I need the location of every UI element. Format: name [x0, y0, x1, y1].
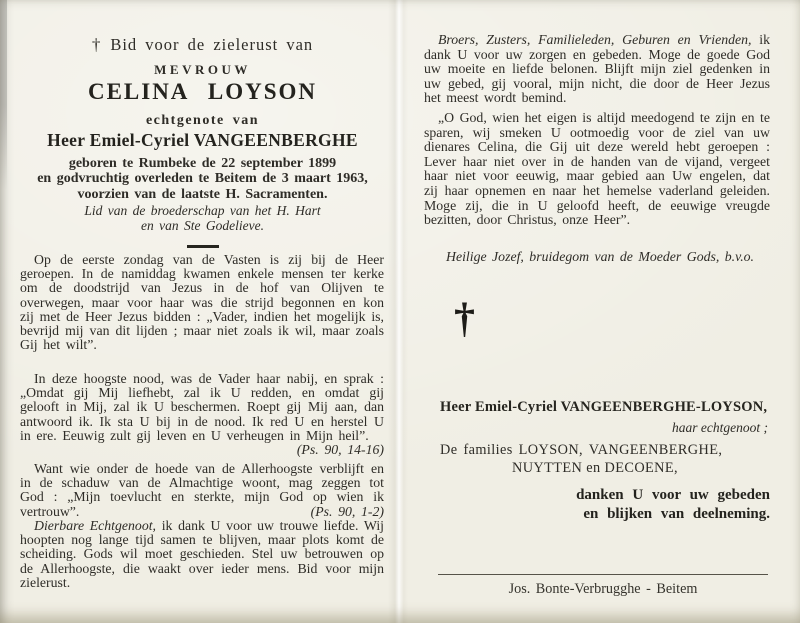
scan-edge-artifact: [0, 0, 7, 190]
thanks-line-1: danken U voor uw gebeden: [576, 487, 770, 503]
memorial-cross-icon: †: [454, 296, 475, 342]
right-page: [398, 0, 800, 623]
paragraph-nood-text: In deze hoogste nood, was de Vader haar nabij, en sprak : „Omdat gij Mij liefhebt, zal ik U redden, en omdat gij gelooft in Mij, zal ik U beschermen. Roept gij Mij aan, dan antwoord ik. Ik sta U bij in de nood. Ik red U en herstel U in ere. Eeuwig zult gij leven en U verheugen in Mijn heil”.: [20, 371, 384, 443]
relation-line: echtgenote van: [145, 113, 260, 128]
death-line: en godvruchtig overleden te Beitem de 3 maart 1963,: [37, 171, 368, 186]
paragraph-thanks-text: ik dank U voor uw zorgen en gebeden. Moge de goede God uw moeite en liefde belonen. Blijft mijn ziel gedenken in uw gebed, gij vooral, mijn nicht, die door de Heer Jezus het meest wordt bemind.: [424, 32, 770, 106]
thanks-line-2: en blijken van deelneming.: [583, 506, 770, 522]
birth-line: geboren te Rumbeke de 22 september 1899: [68, 156, 337, 171]
invocation-text: Bid voor de zielerust van: [110, 35, 314, 54]
paragraph-nood: [20, 372, 384, 457]
membership-line-1: Lid van de broederschap van het H. Hart: [84, 203, 321, 218]
psalm-reference: (Ps. 90, 14-16): [296, 442, 384, 458]
header-divider: [187, 245, 219, 248]
paragraph-vasten: Op de eerste zondag van de Vasten is zij bij de Heer geroepen. In de namiddag kwamen enkele mensen ter kerke om de doodstrijd van Jezus in de hof van Olijven te overwegen, maar voor haar was die strijd begonnen en kon zij met de Heer Jezus bidden : „Vader, indien het mogelijk is, bevrijd mij van dit lijden ; maar niet zoals ik wil, maar zoals Gij het wilt”.: [20, 252, 384, 353]
membership-line-2: en van Ste Godelieve.: [141, 218, 264, 233]
honorific: MEVROUW: [154, 62, 251, 77]
psalm-reference: (Ps. 90, 1-2): [310, 503, 384, 519]
left-page: [10, 0, 395, 623]
paragraph-allerhoogste: [20, 462, 384, 519]
paragraph-echtgenoot: [20, 519, 384, 590]
paragraph-allerhoogste-text: Want wie onder de hoede van de Allerhoogste verblijft en in de schaduw van de Almachtige woont, mag zeggen tot God : „Mijn toevlucht en sterkte, mijn God op wien ik vertrouw”.: [20, 461, 384, 519]
acknowledgment-spouse-line: Heer Emiel-Cyriel VANGEENBERGHE-LOYSON,: [440, 399, 768, 415]
paragraph-thanks-lead: Broers, Zusters, Familieleden, Geburen en Vrienden,: [438, 32, 752, 47]
acknowledgment-spouse-role: haar echtgenoot ;: [672, 420, 768, 435]
invocation-line: [16, 35, 389, 55]
cross-icon: †: [91, 35, 102, 54]
paragraph-prayer: „O God, wien het eigen is altijd meedogend te zijn en te sparen, wij smeken U ootmoedig voor de ziel van uw dienares Celina, die Gij uit deze wereld hebt geroepen : Lever haar niet over in de handen van de vijand, vergeet haar niet voor eeuwig, maar gebied aan Uw engelen, dat zij haar opnemen en naar het hemelse vaderland geleiden. Moge zij, die in U geloofd heeft, de eeuwige vreugde bezitten, door Christus, onze Heer”.: [424, 110, 770, 228]
sacraments-line: voorzien van de laatste H. Sacramenten.: [77, 187, 328, 202]
paragraph-thanks: [424, 33, 770, 106]
paragraph-echtgenoot-text: ik dank U voor uw trouwe liefde. Wij hoopten nog lange tijd samen te blijven, maar plots komt de scheiding. Gods wil moet geschieden. Stel uw betrouwen op de Allerhoogste, die waakt over ieder mens. Bid voor mijn zielerust.: [20, 518, 385, 590]
deceased-name: CELINA LOYSON: [87, 79, 318, 104]
printer-name: Jos. Bonte-Verbrugghe - Beitem: [508, 581, 698, 597]
spouse-name: Heer Emiel-Cyriel VANGEENBERGHE: [47, 130, 358, 150]
invocation-jozef: Heilige Jozef, bruidegom van de Moeder Gods, b.v.o.: [446, 249, 755, 264]
families-line-2: NUYTTEN en DECOENE,: [511, 460, 679, 476]
paragraph-echtgenoot-lead: Dierbare Echtgenoot,: [34, 518, 157, 533]
families-line-1: De families LOYSON, VANGEENBERGHE,: [440, 442, 723, 458]
footer-rule: [438, 574, 768, 575]
